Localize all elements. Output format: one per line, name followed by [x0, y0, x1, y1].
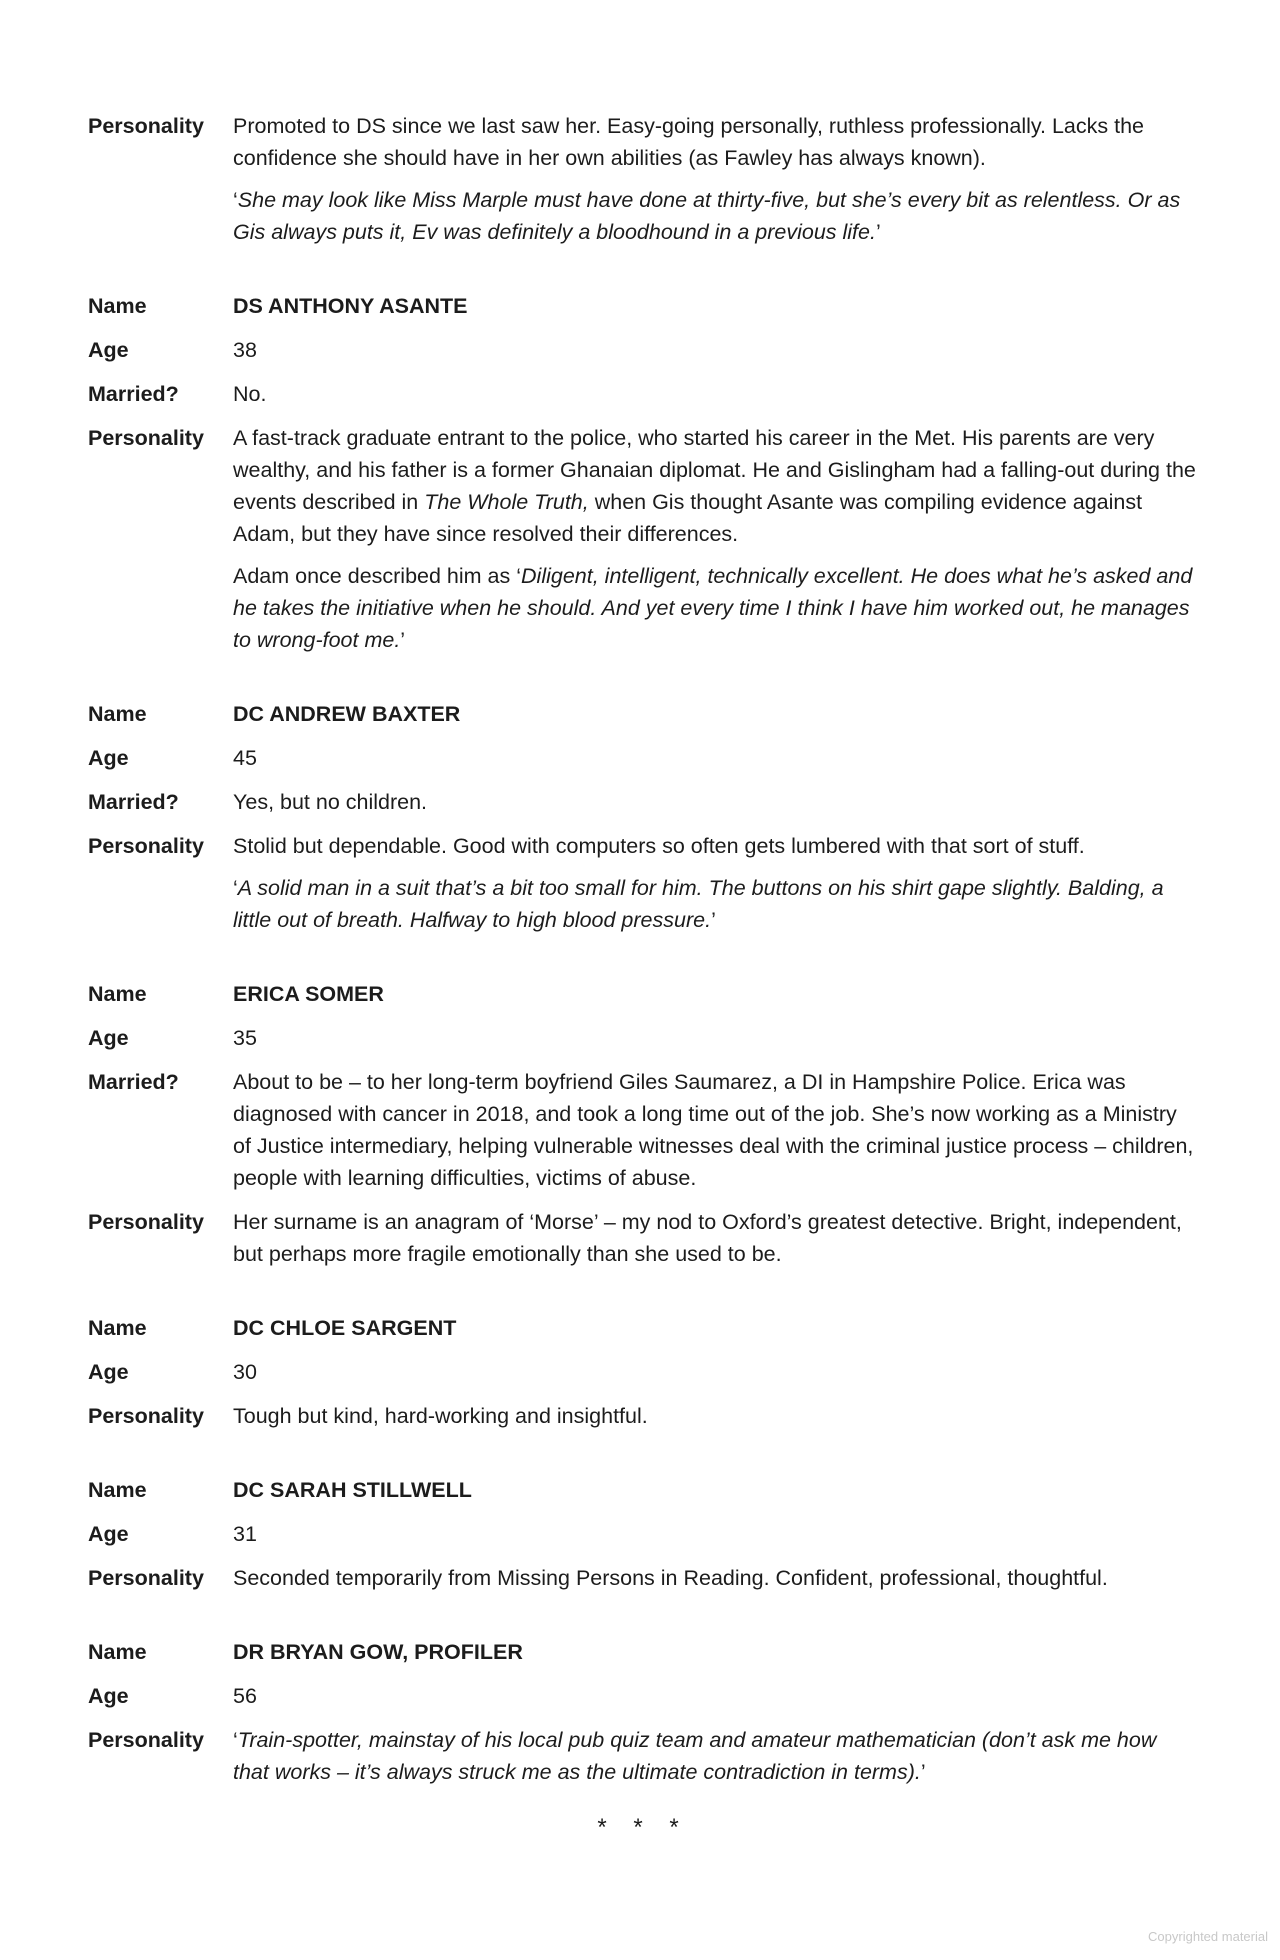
name-label: Name — [88, 982, 147, 1006]
entry-row-married — [88, 378, 1198, 410]
entry-row-name — [88, 290, 1198, 322]
copyright-notice: Copyrighted material — [1148, 1929, 1268, 1944]
entry-row-name — [88, 698, 1198, 730]
name-value: ERICA SOMER — [233, 982, 384, 1006]
age-label: Age — [88, 1026, 129, 1050]
name-value: DC ANDREW BAXTER — [233, 702, 461, 726]
name-value: DS ANTHONY ASANTE — [233, 294, 468, 318]
personality-label: Personality — [88, 1210, 204, 1234]
personality-label: Personality — [88, 114, 204, 138]
entry-row-personality — [88, 110, 1198, 248]
name-label: Name — [88, 1478, 147, 1502]
quote-lead: Adam once described him as ‘ — [233, 564, 522, 588]
personality-value: Tough but kind, hard-working and insightful. — [233, 1404, 648, 1428]
name-label: Name — [88, 294, 147, 318]
entry-row-age — [88, 334, 1198, 366]
entry-row-personality — [88, 830, 1198, 936]
quote-text — [233, 184, 1198, 248]
personality-value — [233, 110, 1198, 248]
age-label: Age — [88, 1684, 129, 1708]
personality-label: Personality — [88, 1728, 204, 1752]
entry-row-name — [88, 1312, 1198, 1344]
personality-text-part: A fast-track graduate entrant to the police, who started his career in the Met. His parents are very wealthy, and his father is a former Ghanaian diplomat. He and Gislingham had a falling-out during the events described in — [233, 426, 1196, 514]
quote-close-mark: ’ — [875, 220, 881, 244]
quote-close-mark: ’ — [400, 628, 406, 652]
married-label: Married? — [88, 1070, 179, 1094]
name-value: DC CHLOE SARGENT — [233, 1316, 457, 1340]
personality-value — [233, 1724, 1198, 1788]
entry-row-age — [88, 742, 1198, 774]
age-label: Age — [88, 338, 129, 362]
entry-row-age — [88, 1518, 1198, 1550]
married-value: Yes, but no children. — [233, 790, 428, 814]
age-value: 45 — [233, 746, 257, 770]
quote-text — [233, 872, 1198, 936]
quote-close-mark: ’ — [711, 908, 716, 932]
personality-text-part: when Gis thought Asante was compiling evidence against Adam, but they have since resolved their differences. — [233, 490, 1143, 546]
name-label: Name — [88, 1316, 147, 1340]
age-value: 38 — [233, 338, 257, 362]
entry-row-name — [88, 1474, 1198, 1506]
married-label: Married? — [88, 382, 179, 406]
age-label: Age — [88, 746, 129, 770]
entry-row-name — [88, 978, 1198, 1010]
quote-body: She may look like Miss Marple must have done at thirty-five, but she’s every bit as relentless. Or as Gis always puts it, Ev was definitely a bloodhound in a previous life. — [233, 188, 1181, 244]
married-value: About to be – to her long-term boyfriend Giles Saumarez, a DI in Hampshire Police. Erica was diagnosed with cancer in 2018, and took a long time out of the job. She’s now working as a Ministry of Justice intermediary, helping vulnerable witnesses deal with the criminal justice process – children, people with learning difficulties, victims of abuse. — [233, 1070, 1194, 1190]
entry-row-personality — [88, 422, 1198, 656]
personality-label: Personality — [88, 1404, 204, 1428]
character-list — [88, 110, 1198, 1842]
name-value: DR BRYAN GOW, PROFILER — [233, 1640, 523, 1664]
entry-row-age — [88, 1680, 1198, 1712]
entry-row-personality — [88, 1206, 1198, 1270]
personality-text — [233, 422, 1198, 550]
entry-row-personality — [88, 1562, 1198, 1594]
entry-row-personality — [88, 1400, 1198, 1432]
name-label: Name — [88, 702, 147, 726]
entry-row-personality — [88, 1724, 1198, 1788]
personality-label: Personality — [88, 834, 204, 858]
quote-text — [233, 1724, 1198, 1788]
married-value: No. — [233, 382, 267, 406]
name-label: Name — [88, 1640, 147, 1664]
married-label: Married? — [88, 790, 179, 814]
personality-value: Her surname is an anagram of ‘Morse’ – my nod to Oxford’s greatest detective. Bright, independent, but perhaps more fragile emotionally than she used to be. — [233, 1210, 1182, 1266]
personality-value: Seconded temporarily from Missing Persons in Reading. Confident, professional, thoughtful. — [233, 1566, 1108, 1590]
age-value: 30 — [233, 1360, 257, 1384]
age-value: 31 — [233, 1522, 257, 1546]
quote-open-mark: ‘ — [233, 1728, 238, 1752]
quote-body: Diligent, intelligent, technically excellent. He does what he’s asked and he takes the initiative when he should. And yet every time I think I have him worked out, he manages to wrong-foot me. — [233, 564, 1193, 652]
entry-row-age — [88, 1356, 1198, 1388]
personality-value — [233, 422, 1198, 656]
quote-text — [233, 560, 1198, 656]
entry-row-age — [88, 1022, 1198, 1054]
quote-open-mark: ‘ — [233, 188, 238, 212]
age-label: Age — [88, 1360, 129, 1384]
personality-label: Personality — [88, 1566, 204, 1590]
entry-row-married — [88, 786, 1198, 818]
quote-body: A solid man in a suit that’s a bit too small for him. The buttons on his shirt gape slightly. Balding, a little out of breath. Halfway to high blood pressure. — [233, 876, 1164, 932]
age-value: 35 — [233, 1026, 257, 1050]
entry-row-name — [88, 1636, 1198, 1668]
age-label: Age — [88, 1522, 129, 1546]
quote-body: Train-spotter, mainstay of his local pub quiz team and amateur mathematician (don’t ask me how that works – it’s always struck me as the ultimate contradiction in terms). — [233, 1728, 1157, 1784]
section-break: * * * — [597, 1814, 689, 1841]
name-value: DC SARAH STILLWELL — [233, 1478, 472, 1502]
personality-value — [233, 830, 1198, 936]
personality-label: Personality — [88, 426, 204, 450]
quote-close-mark: ’ — [920, 1760, 926, 1784]
entry-row-married — [88, 1066, 1198, 1194]
book-title: The Whole Truth, — [424, 490, 589, 514]
quote-open-mark: ‘ — [233, 876, 238, 900]
personality-text: Stolid but dependable. Good with computers so often gets lumbered with that sort of stuff. — [233, 834, 1085, 858]
personality-text: Promoted to DS since we last saw her. Easy-going personally, ruthless professionally. Lacks the confidence she should have in her own abilities (as Fawley has always known). — [233, 114, 1144, 170]
age-value: 56 — [233, 1684, 257, 1708]
